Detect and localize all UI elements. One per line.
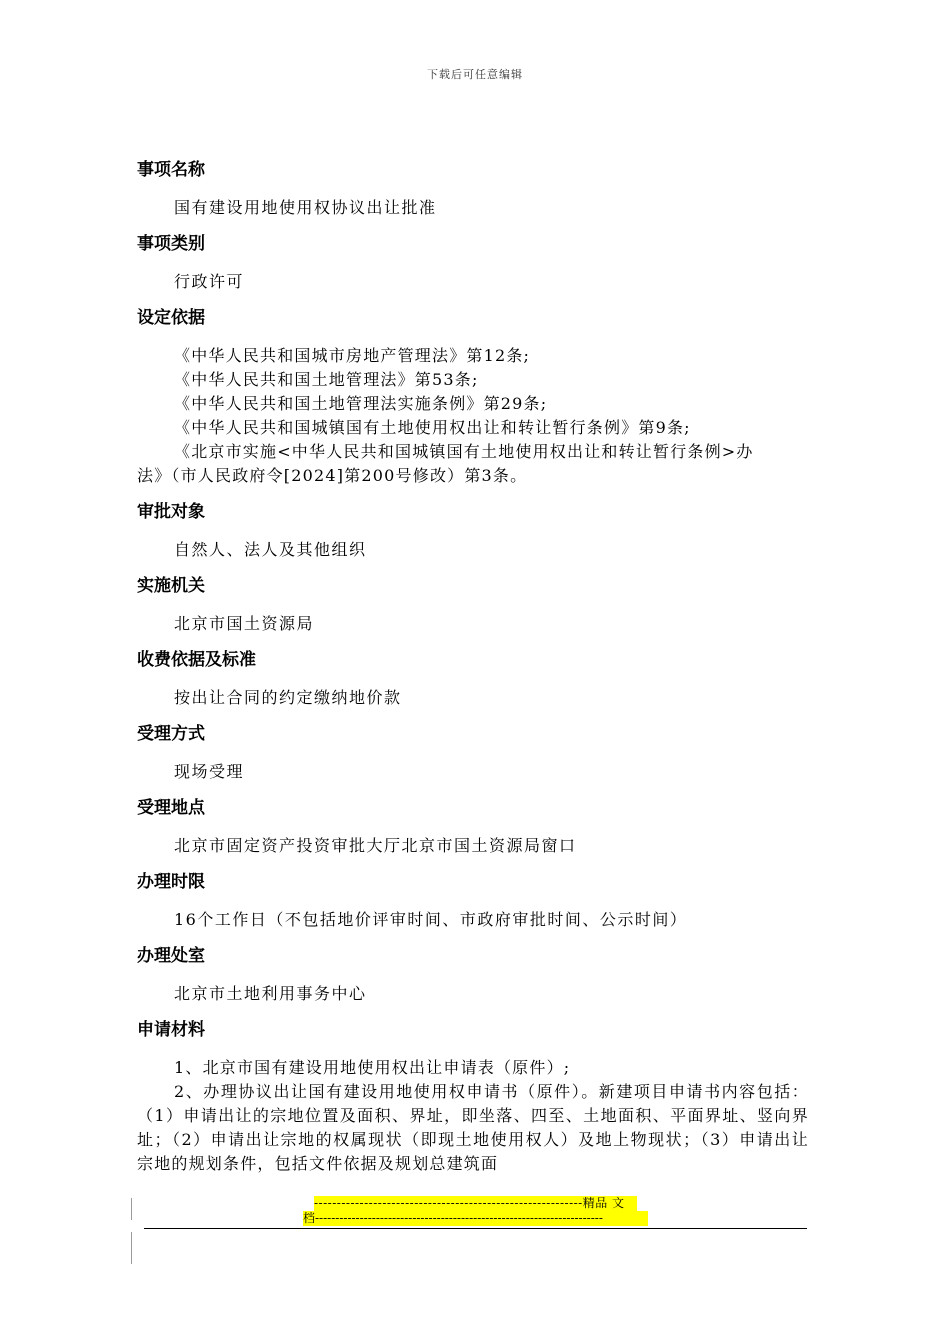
- heading-fees: 收费依据及标准: [137, 650, 256, 670]
- heading-item-name: 事项名称: [137, 160, 205, 180]
- materials-list: [137, 1056, 809, 1176]
- value-authority: 北京市国土资源局: [174, 614, 315, 633]
- value-fees: 按出让合同的约定缴纳地价款: [174, 688, 402, 707]
- heading-materials: 申请材料: [137, 1020, 205, 1040]
- heading-acceptance-method: 受理方式: [137, 724, 205, 744]
- heading-acceptance-location: 受理地点: [137, 798, 205, 818]
- margin-line: [131, 1232, 132, 1264]
- legal-basis-line: 《中华人民共和国城镇国有土地使用权出让和转让暂行条例》第9条;: [174, 418, 691, 437]
- page-footer: [0, 1196, 950, 1276]
- legal-basis-line: 《中华人民共和国城市房地产管理法》第12条;: [174, 346, 531, 365]
- materials-item-1: 1、北京市国有建设用地使用权出让申请表（原件）;: [174, 1058, 571, 1077]
- document-body: [137, 158, 809, 1176]
- value-time-limit: 16个工作日（不包括地价评审时间、市政府审批时间、公示时间）: [174, 910, 688, 929]
- heading-legal-basis: 设定依据: [137, 308, 205, 328]
- value-applicant: 自然人、法人及其他组织: [174, 540, 367, 559]
- materials-item-2: 2、办理协议出让国有建设用地使用权申请书（原件）。新建项目申请书内容包括：（1）申请出让的宗地位置及面积、界址，即坐落、四至、土地面积、平面界址、竖向界址；（2）申请出让宗地的权属现状（即现土地使用权人）及地上物现状；（3）申请出让宗地的规划条件，包括文件依据及规划总建筑面: [137, 1082, 809, 1173]
- header-note: 下载后可任意编辑: [427, 68, 523, 81]
- footer-rule: [144, 1228, 807, 1229]
- legal-basis-line: 《中华人民共和国土地管理法》第53条;: [174, 370, 479, 389]
- value-acceptance-method: 现场受理: [174, 762, 245, 781]
- value-item-name: 国有建设用地使用权协议出让批准: [174, 198, 437, 217]
- heading-authority: 实施机关: [137, 576, 205, 596]
- legal-basis-line: 《北京市实施<中华人民共和国城镇国有土地使用权出让和转让暂行条例>办: [174, 442, 754, 461]
- legal-basis-line: 法》（市人民政府令[2024]第200号修改）第3条。: [137, 466, 528, 485]
- value-office: 北京市土地利用事务中心: [174, 984, 367, 1003]
- legal-basis-list: [137, 344, 809, 488]
- legal-basis-line: 《中华人民共和国土地管理法实施条例》第29条;: [174, 394, 548, 413]
- value-acceptance-location: 北京市固定资产投资审批大厅北京市国土资源局窗口: [174, 836, 577, 855]
- heading-time-limit: 办理时限: [137, 872, 205, 892]
- watermark-line-2: 档-----------------------------------------------------------------------: [303, 1211, 648, 1226]
- margin-line: [131, 1198, 132, 1220]
- heading-applicant: 审批对象: [137, 502, 205, 522]
- watermark-line-1: -----------------------------------------------------------精品 文: [314, 1196, 637, 1211]
- heading-office: 办理处室: [137, 946, 205, 966]
- heading-item-category: 事项类别: [137, 234, 205, 254]
- value-item-category: 行政许可: [174, 272, 245, 291]
